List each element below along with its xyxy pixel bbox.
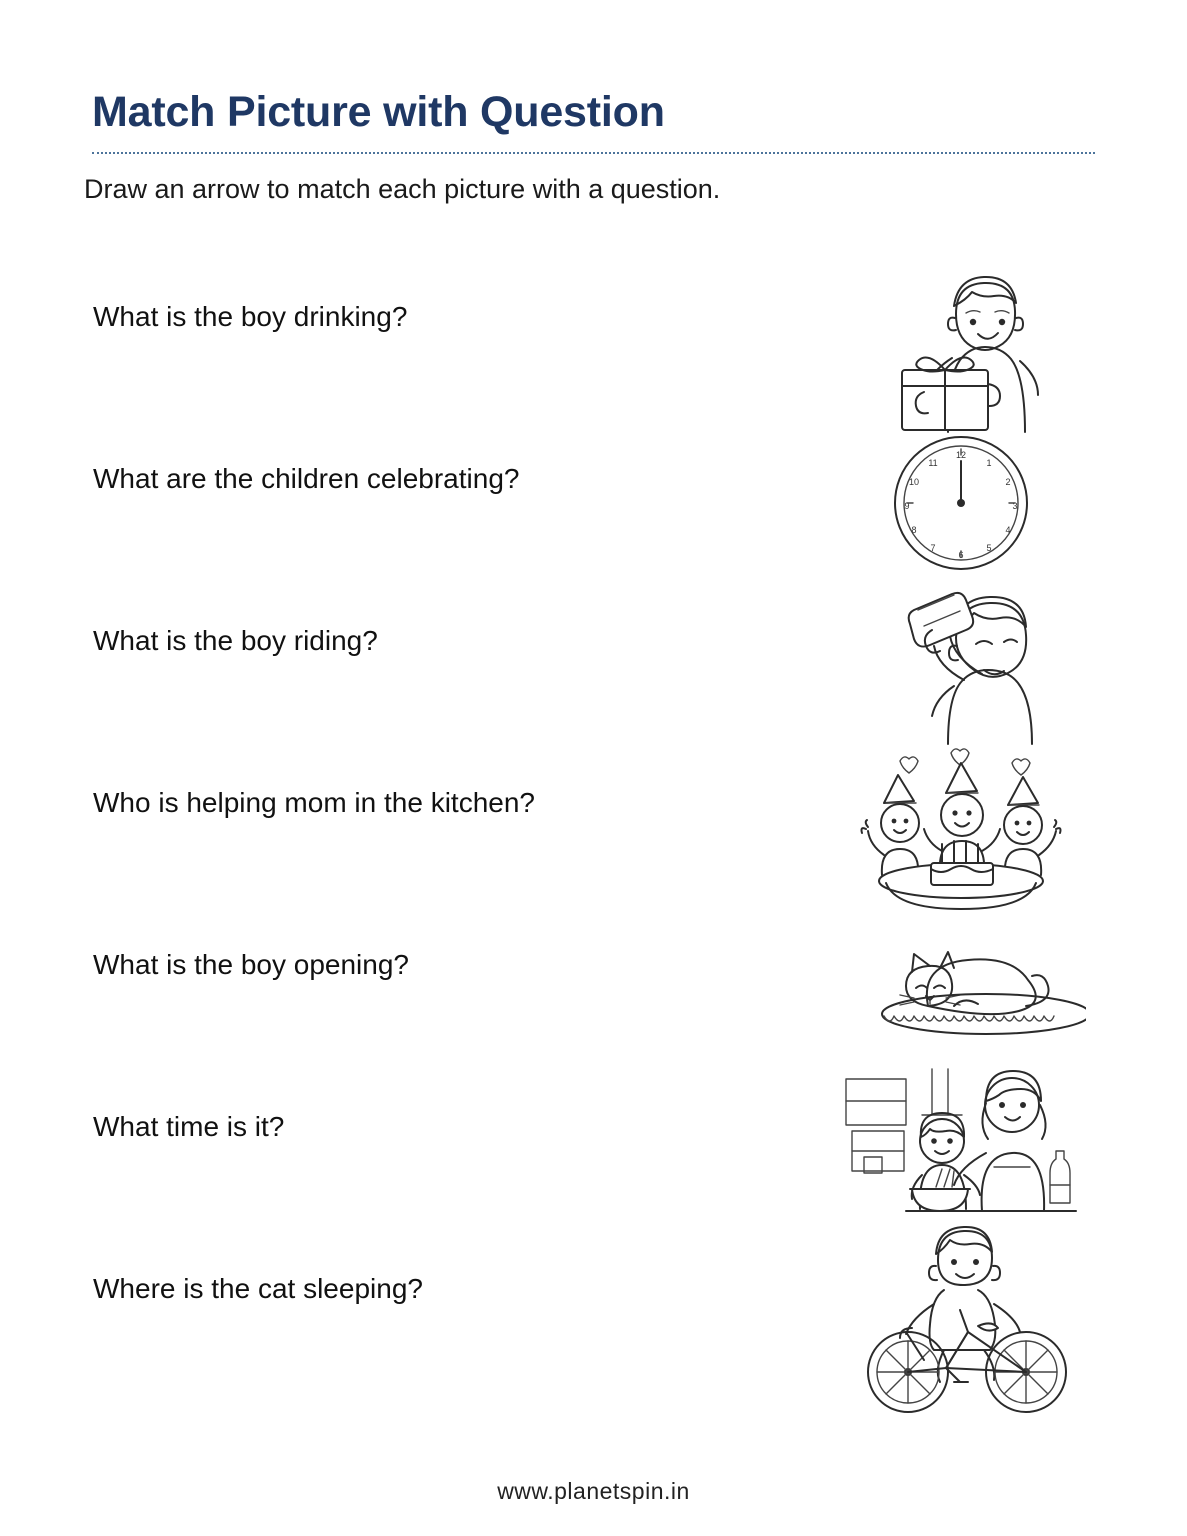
question-row[interactable]	[93, 300, 813, 462]
question-text-7: Where is the cat sleeping?	[93, 1273, 423, 1304]
boy-riding-bicycle-illustration	[836, 1220, 1086, 1420]
svg-text:1: 1	[986, 458, 992, 468]
svg-text:11: 11	[928, 458, 938, 468]
question-row[interactable]	[93, 624, 813, 786]
picture-cell[interactable]	[836, 743, 1086, 901]
svg-text:6: 6	[958, 550, 964, 560]
picture-cell[interactable]	[836, 902, 1086, 1060]
picture-cell[interactable]	[836, 584, 1086, 742]
svg-text:8: 8	[911, 525, 917, 535]
picture-cell[interactable]	[836, 1220, 1086, 1378]
boy-drinking-bottle-illustration	[836, 584, 1086, 749]
footer-url: www.planetspin.in	[497, 1478, 690, 1504]
picture-cell[interactable]	[836, 1061, 1086, 1219]
pictures-column	[836, 266, 1096, 1379]
svg-text:9: 9	[904, 501, 910, 511]
question-row[interactable]	[93, 1110, 813, 1272]
picture-cell[interactable]	[836, 266, 1086, 424]
question-text-4: Who is helping mom in the kitchen?	[93, 787, 535, 818]
wall-clock-illustration	[836, 425, 1086, 585]
question-text-6: What time is it?	[93, 1111, 285, 1142]
mom-and-boy-kitchen-illustration	[836, 1061, 1086, 1226]
svg-text:7: 7	[930, 543, 936, 553]
svg-text:5: 5	[986, 543, 992, 553]
cat-sleeping-on-rug-illustration	[836, 902, 1086, 1057]
question-row[interactable]	[93, 948, 813, 1110]
question-text-3: What is the boy riding?	[93, 625, 378, 656]
children-birthday-cake-illustration	[836, 743, 1086, 918]
question-row[interactable]	[93, 462, 813, 624]
instruction-text: Draw an arrow to match each picture with a question.	[84, 174, 721, 204]
svg-text:2: 2	[1005, 477, 1011, 487]
svg-text:4: 4	[1005, 525, 1011, 535]
svg-text:12: 12	[955, 450, 967, 460]
question-text-5: What is the boy opening?	[93, 949, 409, 980]
svg-text:3: 3	[1012, 501, 1018, 511]
svg-text:10: 10	[908, 477, 920, 487]
title-divider	[92, 152, 1095, 154]
boy-opening-gift-illustration	[836, 266, 1086, 441]
question-row[interactable]	[93, 1272, 813, 1434]
page-title: Match Picture with Question	[92, 88, 665, 136]
question-row[interactable]	[93, 786, 813, 948]
questions-column	[93, 300, 813, 1434]
question-text-2: What are the children celebrating?	[93, 463, 520, 494]
picture-cell[interactable]	[836, 425, 1086, 583]
question-text-1: What is the boy drinking?	[93, 301, 408, 332]
